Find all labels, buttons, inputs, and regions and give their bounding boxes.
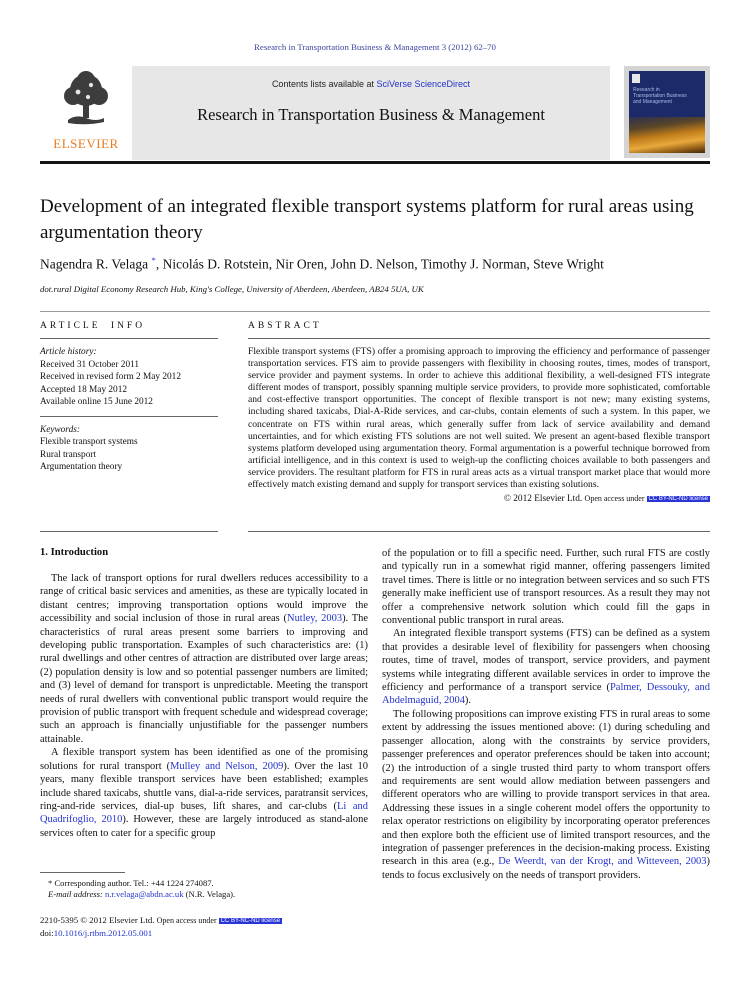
sciencedirect-link[interactable]: SciVerse ScienceDirect	[376, 79, 471, 89]
article-history-list	[40, 359, 218, 409]
page-footer	[40, 914, 370, 939]
body-paragraph	[382, 547, 710, 627]
text-segment: , Nicolás D. Rotstein, Nir Oren, John D. Nelson, Timothy J. Norman, Steve Wright	[155, 256, 604, 272]
article-history-item: Received 31 October 2011	[40, 359, 140, 370]
text-segment: ). The characteristics of rural areas present some barriers to improving and developing public transportation. Examples of such characteristics are: (1) rural dwellings and other centres of attraction are distributed over large areas; (2) population density is low and so potential passenger numbers are limited; and (3) level of demand for transport is unpredictable. Meeting the transport needs of rural dwellers with conventional public transport would require the provision of public transport with frequent schedule and widespread coverage; such an approach is financially unjustifiable for the passenger numbers attainable.	[40, 613, 368, 745]
doi-link[interactable]: 10.1016/j.rtbm.2012.05.001	[53, 928, 153, 938]
text-segment: An integrated flexible transport systems (FTS) can be defined as a system that provides a desirable level of flexibility for passengers when choosing routes, time of travel, modes of transport, service providers, and payment systems while integrating different available services in order to improve the efficiency and performance of a transport service (	[382, 628, 710, 694]
text-segment: ). Over the last 10 years, many flexible transport services have been established; examples include shared taxicabs, shuttle vans, dial-a-ride services, paratransit services, ring-and-ride services, dial-up buses, lift shares, and car-clubs (	[40, 760, 368, 812]
doi-line	[40, 927, 370, 939]
journal-header-band	[40, 66, 710, 160]
text-segment: A flexible transport system has been identified as one of the promising solutions for rural transport (	[40, 747, 368, 772]
body-paragraph	[40, 572, 368, 746]
article-history-item: Received in revised form 2 May 2012	[40, 372, 181, 382]
text-segment: Nagendra R. Velaga	[40, 256, 152, 272]
elsevier-tree-icon	[58, 70, 114, 135]
citation-link[interactable]: De Weerdt, van der Krogt, and Witteveen, 2003	[498, 856, 707, 868]
article-history-item: Accepted 18 May 2012	[40, 384, 128, 395]
article-info-divider	[40, 416, 218, 417]
cover-highway-photo	[629, 117, 705, 153]
article-info-block	[40, 321, 218, 474]
journal-title: Research in Transportation Business & Management	[197, 105, 545, 124]
body-paragraph	[40, 746, 368, 840]
authors-line	[40, 255, 710, 273]
text-segment: of the population or to fill a specific need. Further, such rural FTS are costly and typically run in a somewhat rigid manner, offering passengers limited travel times. There is little or no integration between services and so such FTS generally make inefficient use of transport resources. As a result they may not offer a comprehensive network solution which could fill the gaps in conventional public transport in rural areas.	[382, 548, 710, 627]
elsevier-logo	[40, 66, 132, 160]
footnote-rule	[40, 872, 125, 873]
frontmatter-top-rule	[40, 311, 710, 312]
cover-title-lines	[633, 87, 687, 105]
text-segment: ).	[464, 695, 472, 707]
cover-title-line: and Management	[633, 99, 672, 105]
footnote-line-2	[40, 889, 370, 900]
keywords-list	[40, 436, 218, 474]
corresponding-author-asterisk[interactable]: *	[151, 255, 156, 265]
text-segment: The lack of transport options for rural dwellers reduces accessibility to a range of critical basic services and amenities, as these are typically located in distant centres; improving transportation options would improve the accessibility and social inclusion of those in rural areas (	[40, 573, 368, 625]
citation-link[interactable]: Palmer, Dessouky, and Abdelmaguid, 2004	[382, 682, 710, 707]
body-right-column	[382, 547, 710, 882]
text-segment: ) tends to focus exclusively on the needs of transport providers.	[382, 856, 710, 881]
running-head-citation: Research in Transportation Business & Management 3 (2012) 62–70	[254, 42, 496, 52]
text-segment: The following propositions can improve existing FTS in rural areas to some extent by addressing the issues mentioned above: (1) during scheduling and passenger allocation, along with the constraints by service providers, passenger preferences and operator preferences should be taken into account; (2) the introduction of a single trusted third party to whom transport offers and requirements are sent would allow mediation between passengers and different operators who are willing to provide transport services in that area. Addressing these issues in a single coherent model offers the opportunity to relax operator restrictions on eligibility by incorporating operator preferences and then explore both the efficient use of limited transport resources, and the integration of passenger preferences in the decision-making process. Existing research in this area (e.g.,	[382, 708, 710, 868]
header-gap	[610, 66, 624, 160]
elsevier-wordmark: ELSEVIER	[53, 136, 119, 151]
abstract-text: Flexible transport systems (FTS) offer a promising approach to improving the efficiency and performance of passenger transportation services. FTS aim to provide passengers with flexibility in choosing routes, times, modes of transport, service provider and payment systems. In order to achieve this additional flexibility, a well-designed FTS integrate different modes of transport, possibly spanning multiple service providers, to provide more sophisticated, comfortable and cost-effective transport opportunities. The concept of flexible transport is not new; many existing systems, including shared taxicabs, Dial-A-Ride services, and car-clubs, contain elements of such a system. In this paper, we concentrate on FTS within rural areas, which generally suffer from lack of service availability and demand uncertainties, and for which existing FTS solutions are not well suited. We present an agent-based flexible transport systems platform developed using argumentation theory. Formal argumentation is a powerful technique borrowed from artificial intelligence, and in this context is used to weigh-up the conflicting choices available to both passengers and service providers. The resultant platform for FTS in rural areas acts as a virtual transport market place that would more effectively match existing demand and supply for transport services than existing solutions.	[248, 346, 710, 491]
text-segment: doi:	[40, 928, 54, 938]
text-segment: 2210-5395 © 2012 Elsevier Ltd.	[40, 915, 157, 925]
article-info-heading: ARTICLE INFO	[40, 321, 218, 339]
issn-copyright-line	[40, 914, 370, 927]
text-segment: (N.R. Velaga).	[183, 889, 236, 899]
cover-title-line: Transportation Business	[633, 93, 687, 99]
body-left-column	[40, 547, 368, 840]
keywords-label: Keywords:	[40, 424, 80, 435]
text-segment: Contents lists available at	[271, 79, 377, 89]
citation-link[interactable]: Mulley and Nelson, 2009	[170, 760, 284, 772]
license-badge[interactable]: CC BY-NC-ND license	[220, 918, 281, 924]
citation-link[interactable]: Nutley, 2003	[287, 613, 343, 625]
abstract-block	[248, 321, 710, 504]
section-heading-introduction: 1. Introduction	[40, 547, 109, 558]
text-segment: Open access under	[156, 916, 219, 925]
text-segment: Open access under	[584, 494, 647, 504]
journal-masthead	[132, 66, 610, 160]
article-history-label: Article history:	[40, 347, 97, 357]
citation-link[interactable]: Li and Quadrifoglio, 2010	[40, 800, 368, 826]
keyword-item: Flexible transport systems	[40, 437, 138, 447]
journal-cover-thumbnail[interactable]	[624, 66, 710, 158]
affiliation-line: dot.rural Digital Economy Research Hub, King's College, University of Aberdeen, Aberdeen, AB24 5UA, UK	[40, 284, 424, 294]
abstract-copyright-line	[248, 494, 710, 504]
cover-title-line: Research in	[633, 87, 660, 93]
article-history-item: Available online 15 June 2012	[40, 397, 153, 407]
contents-list-line	[132, 79, 610, 89]
article-info-bottom-rule	[40, 531, 218, 532]
cover-elsevier-mini-logo	[632, 74, 640, 83]
email-link[interactable]: n.r.velaga@abdn.ac.uk	[104, 889, 184, 899]
article-title: Development of an integrated flexible transport systems platform for rural areas using argumentation theory	[40, 196, 694, 243]
cover-top-panel	[629, 71, 705, 117]
keyword-item: Rural transport	[40, 449, 97, 460]
text-segment: ). However, these are largely introduced as stand-alone services often to cater for a specific group	[40, 814, 368, 839]
header-divider-rule	[40, 161, 710, 164]
body-paragraph	[382, 708, 710, 882]
corresponding-author-footnote	[40, 872, 370, 900]
license-badge[interactable]: CC BY-NC-ND license	[648, 496, 708, 503]
abstract-bottom-rule	[248, 531, 710, 532]
text-segment: © 2012 Elsevier Ltd.	[503, 494, 585, 505]
text-segment: E-mail address:	[48, 889, 105, 899]
keyword-item: Argumentation theory	[40, 462, 123, 472]
body-paragraph	[382, 627, 710, 707]
footnote-line-1: * Corresponding author. Tel.: +44 1224 274087.	[48, 878, 214, 888]
abstract-heading: ABSTRACT	[248, 321, 710, 339]
